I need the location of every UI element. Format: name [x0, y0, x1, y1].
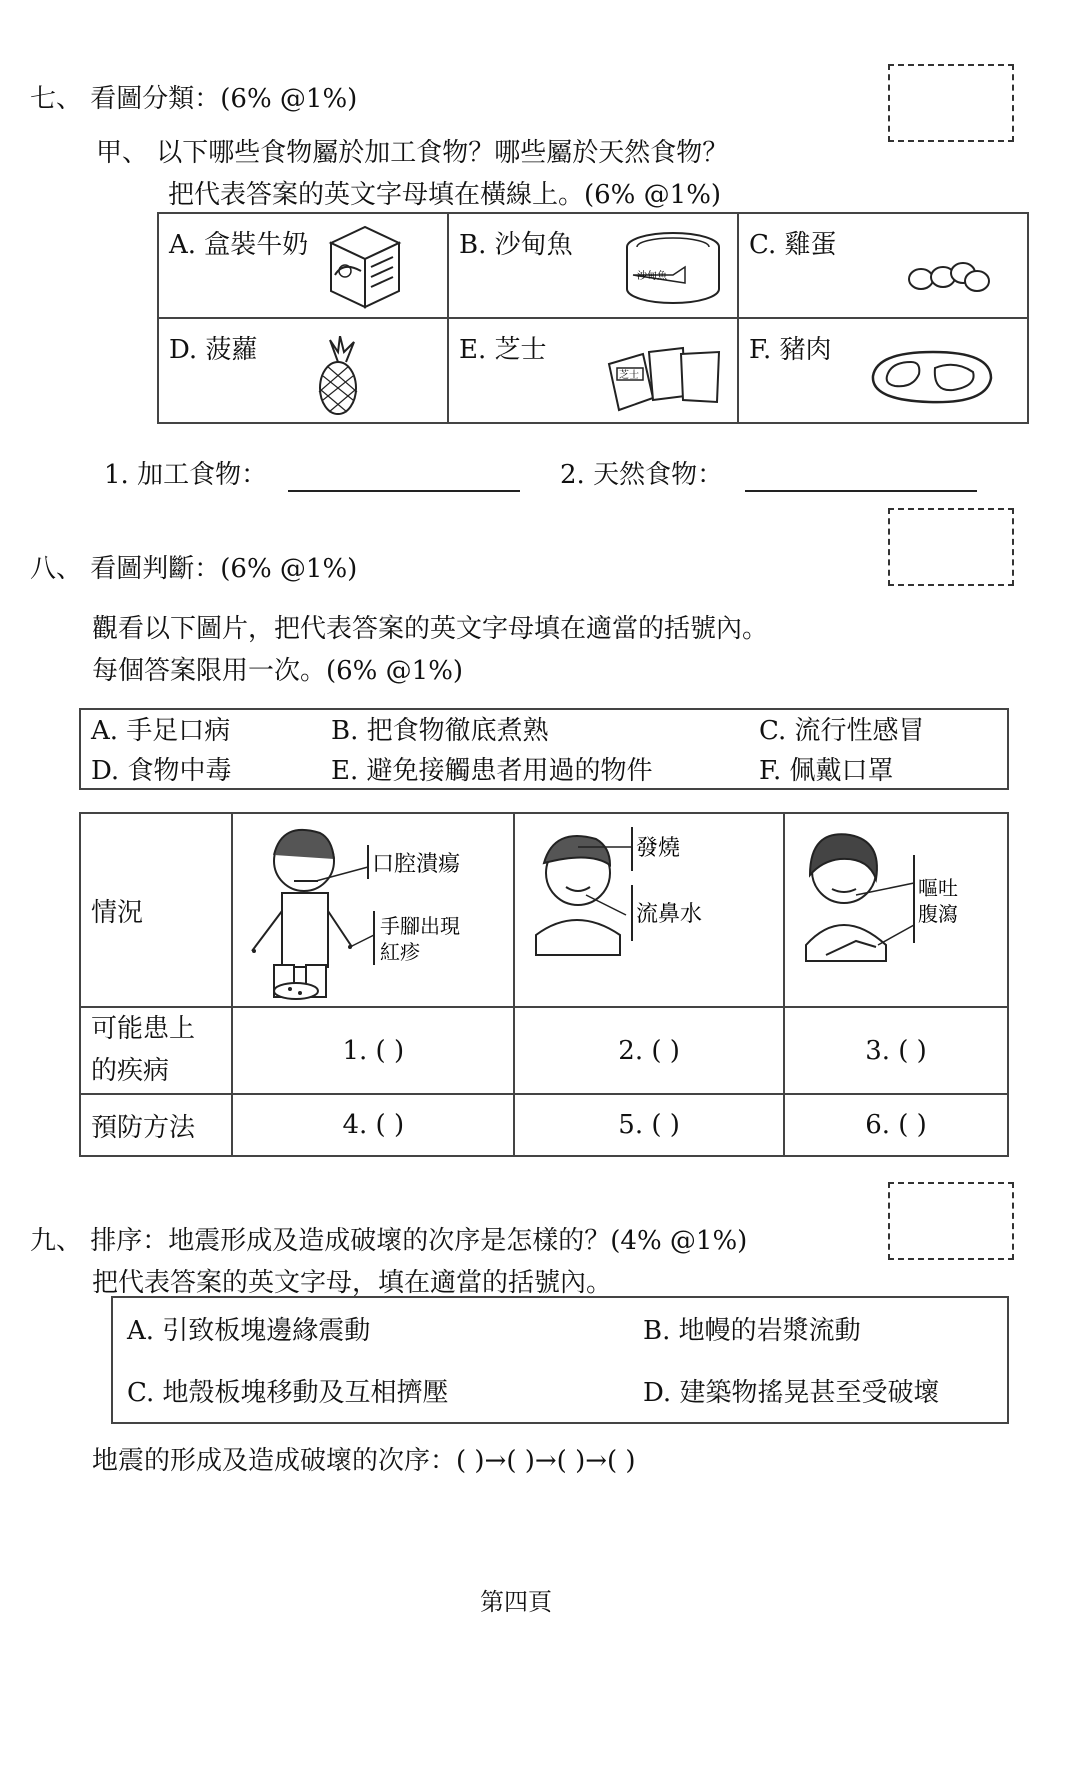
answer-cell-6[interactable]: 6. ( ) [784, 1094, 1008, 1156]
can-text: 沙甸魚 [637, 271, 667, 282]
section8-instruction2: 每個答案限用一次。(6% @1%) [92, 656, 464, 686]
section9-option-d: D. 建築物搖晃甚至受破壞 [643, 1378, 940, 1408]
row-label-disease [80, 1007, 232, 1094]
section8-title: 八、 看圖判斷：(6% @1%) [30, 554, 358, 584]
sardine-can-icon [623, 229, 723, 309]
section8-option-a: A. 手足口病 [91, 716, 231, 746]
food-cell-a [158, 213, 448, 318]
answer1-label: 1. 加工食物： [104, 460, 268, 490]
pic3-label-diarrhea: 腹瀉 [918, 902, 958, 926]
section9-option-a: A. 引致板塊邊緣震動 [127, 1316, 371, 1346]
food-table [157, 212, 1029, 424]
pic1-label-ulcer: 口腔潰瘍 [372, 852, 461, 877]
eggs-icon [907, 255, 991, 295]
situation-pic-2 [514, 813, 784, 1007]
food-label-b: B. 沙甸魚 [459, 230, 573, 260]
answer-cell-2[interactable]: 2. ( ) [514, 1007, 784, 1094]
score-box-section7[interactable] [888, 64, 1014, 142]
food-cell-d [158, 318, 448, 423]
score-box-section9[interactable] [888, 1182, 1014, 1260]
section8-option-d: D. 食物中毒 [91, 756, 232, 786]
earthquake-sequence-answer[interactable]: 地震的形成及造成破壞的次序：( )→( )→( )→( ) [92, 1446, 636, 1476]
answer-cell-3[interactable]: 3. ( ) [784, 1007, 1008, 1094]
food-cell-e [448, 318, 738, 423]
section9-instruction: 把代表答案的英文字母，填在適當的括號內。 [92, 1268, 613, 1298]
food-label-f: F. 豬肉 [749, 335, 832, 365]
food-cell-b [448, 213, 738, 318]
section8-instruction1: 觀看以下圖片，把代表答案的英文字母填在適當的括號內。 [92, 614, 769, 644]
answer1-blank[interactable] [288, 490, 520, 492]
section9-options-box [111, 1296, 1009, 1424]
row-label-disease-line1: 可能患上 [91, 1014, 196, 1044]
section7-subheading: 甲、 以下哪些食物屬於加工食物？哪些屬於天然食物？ [96, 138, 729, 168]
row-label-disease-line2: 的疾病 [91, 1055, 170, 1086]
section8-option-b: B. 把食物徹底煮熟 [331, 716, 549, 746]
row-label-prevention: 預防方法 [80, 1094, 232, 1156]
section9-option-c: C. 地殼板塊移動及互相擠壓 [127, 1378, 449, 1408]
answer-cell-4[interactable]: 4. ( ) [232, 1094, 514, 1156]
food-label-a: A. 盒裝牛奶 [169, 230, 309, 260]
row-label-situation: 情況 [80, 813, 232, 1007]
answer-cell-5[interactable]: 5. ( ) [514, 1094, 784, 1156]
section8-options-box [79, 708, 1009, 790]
pork-icon [865, 346, 995, 406]
pic1-label-rash1: 手腳出現 [380, 914, 461, 938]
pic2-label-runny-nose: 流鼻水 [636, 902, 703, 927]
score-box-section8[interactable] [888, 508, 1014, 586]
disease-table [79, 812, 1009, 1157]
pineapple-icon [313, 336, 363, 416]
section9-option-b: B. 地幔的岩漿流動 [643, 1316, 861, 1346]
page-number: 第四頁 [480, 1588, 552, 1616]
section7-instruction: 把代表答案的英文字母填在橫線上。(6% @1%) [168, 180, 722, 210]
pack-text: 芝士 [619, 370, 639, 381]
situation-pic-3 [784, 813, 1008, 1007]
child-rash-illustration [234, 815, 510, 1005]
section8-option-e: E. 避免接觸患者用過的物件 [331, 756, 653, 786]
milk-carton-icon [325, 221, 405, 309]
food-cell-f [738, 318, 1028, 423]
section7-title: 七、 看圖分類：(6% @1%) [30, 84, 358, 114]
child-flu-illustration [516, 815, 780, 1005]
child-vomit-illustration [786, 815, 1006, 1005]
section8-option-f: F. 佩戴口罩 [759, 756, 894, 786]
food-label-d: D. 菠蘿 [169, 335, 258, 365]
situation-pic-1 [232, 813, 514, 1007]
pic3-label-vomit: 嘔吐 [918, 876, 958, 900]
food-label-e: E. 芝士 [459, 335, 547, 365]
answer2-blank[interactable] [745, 490, 977, 492]
cheese-icon [603, 338, 723, 414]
section9-title: 九、 排序：地震形成及造成破壞的次序是怎樣的？(4% @1%) [30, 1226, 748, 1256]
answer2-label: 2. 天然食物： [560, 460, 724, 490]
pic2-label-fever: 發燒 [636, 836, 681, 861]
food-label-c: C. 雞蛋 [749, 230, 837, 260]
answer-cell-1[interactable]: 1. ( ) [232, 1007, 514, 1094]
section8-option-c: C. 流行性感冒 [759, 716, 925, 746]
food-cell-c [738, 213, 1028, 318]
pic1-label-rash2: 紅疹 [380, 940, 421, 964]
